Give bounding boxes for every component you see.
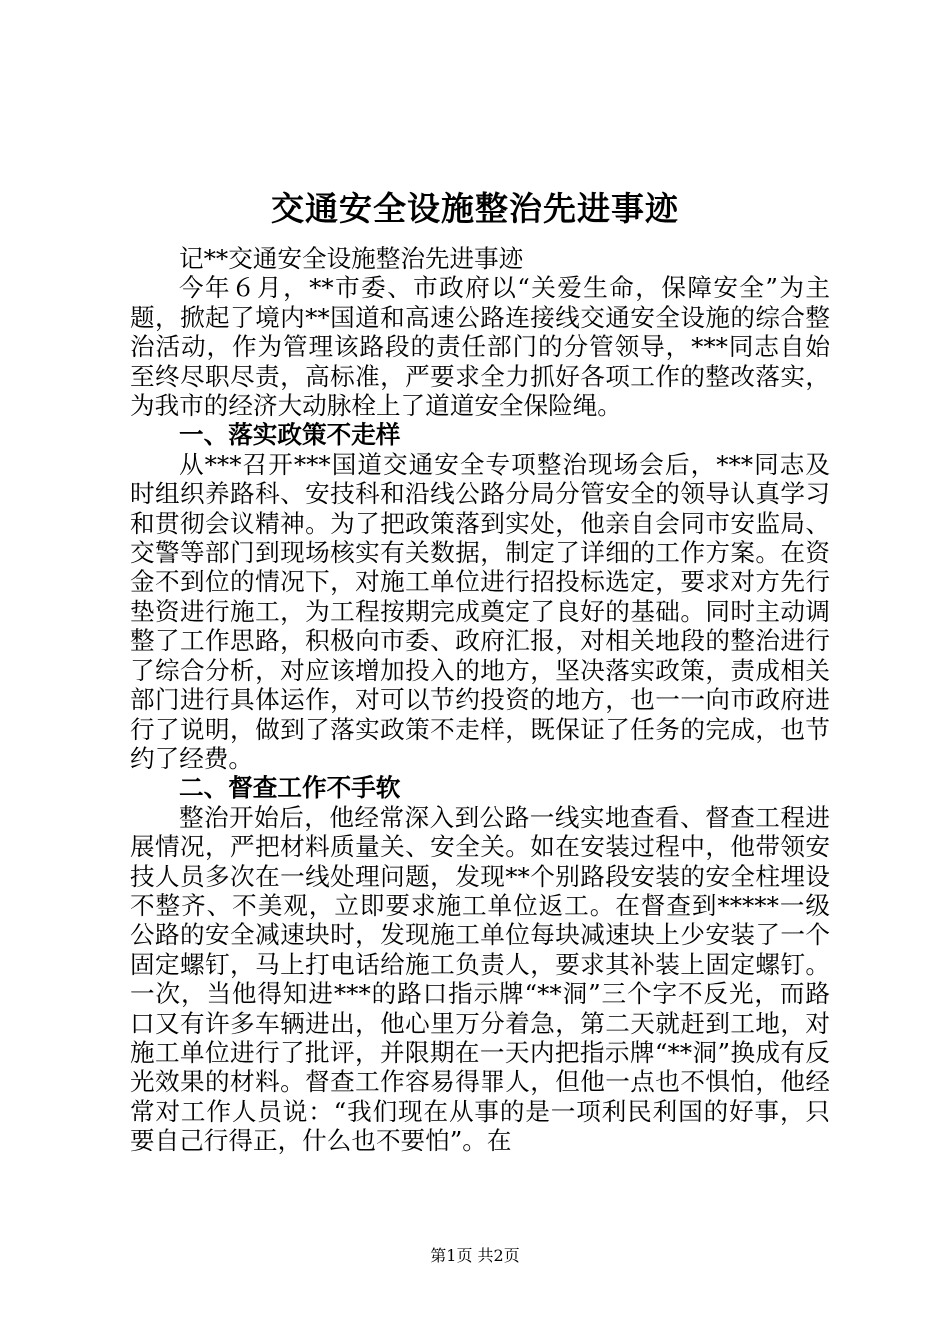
subtitle-line: 记**交通安全设施整治先进事迹: [179, 244, 524, 273]
page-indicator: 第1页 共2页: [430, 1246, 520, 1265]
paragraph-intro: 今年６月，**市委、市政府以“关爱生命，保障安全”为主题，掀起了境内**国道和高速公路连接线交通安全设施的综合整治活动，作为管理该路段的责任部门的分管领导，***同志自始至终尽职尽责，高标准，严要求全力抓好各项工作的整改落实，为我市的经济大动脉栓上了道道安全保险绳。: [130, 273, 830, 421]
paragraph-section-2: 整治开始后，他经常深入到公路一线实地查看、督查工程进展情况，严把材料质量关、安全关。如在安装过程中，他带领安技人员多次在一线处理问题，发现**个别路段安装的安全柱埋设不整齐、不美观，立即要求施工单位返工。在督查到*****一级公路的安全减速块时，发现施工单位每块减速块上少安装了一个固定螺钉，马上打电话给施工负责人，要求其补装上固定螺钉。一次，当他得知进***的路口指示牌“**洞”三个字不反光，而路口又有许多车辆进出，他心里万分着急，第二天就赶到工地，对施工单位进行了批评，并限期在一天内把指示牌“**洞”换成有反光效果的材料。督查工作容易得罪人，但他一点也不惧怕，他经常对工作人员说：“我们现在从事的是一项利民利国的好事，只要自己行得正，什么也不要怕”。在: [130, 802, 830, 1156]
section-heading-1: 一、落实政策不走样: [179, 420, 401, 450]
document-title: 交通安全设施整治先进事迹: [271, 189, 679, 228]
paragraph-section-1: 从***召开***国道交通安全专项整治现场会后，***同志及时组织养路科、安技科和沿线公路分局分管安全的领导认真学习和贯彻会议精神。为了把政策落到实处，他亲自会同市安监局、交警等部门到现场核实有关数据，制定了详细的工作方案。在资金不到位的情况下，对施工单位进行招投标选定，要求对方先行垫资进行施工，为工程按期完成奠定了良好的基础。同时主动调整了工作思路，积极向市委、政府汇报，对相关地段的整治进行了综合分析，对应该增加投入的地方，坚决落实政策，责成相关部门进行具体运作，对可以节约投资的地方，也一一向市政府进行了说明，做到了落实政策不走样，既保证了任务的完成，也节约了经费。: [130, 449, 830, 773]
section-heading-2: 二、督查工作不手软: [179, 773, 401, 803]
document-body: [130, 244, 830, 1156]
